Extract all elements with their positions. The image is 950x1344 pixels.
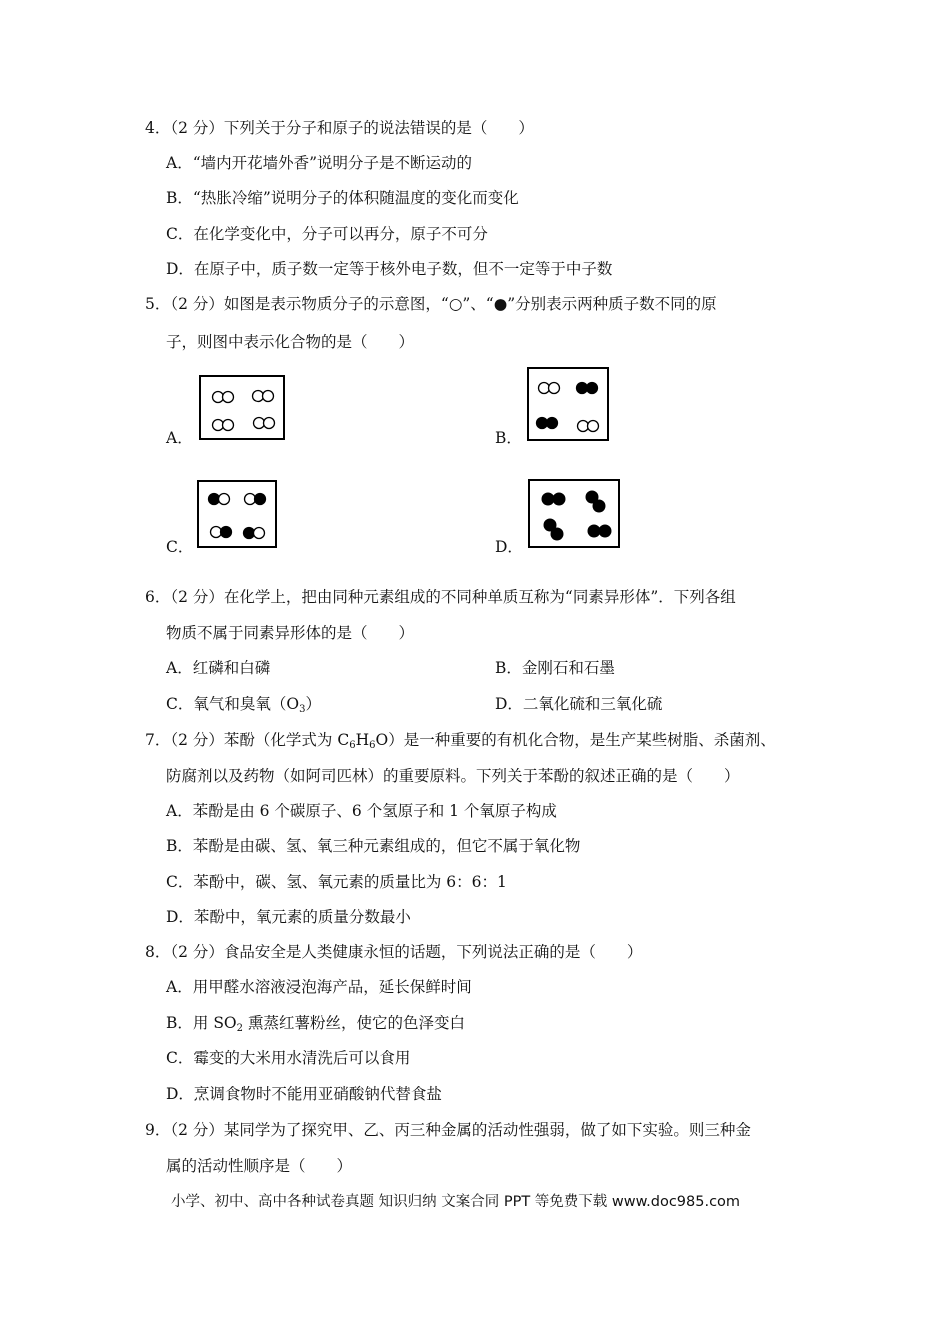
q4-option-c: C．在化学变化中，分子可以再分，原子不可分	[166, 225, 488, 243]
q7-stem-rest: O）是一种重要的有机化合物，是生产某些树脂、杀菌剂、	[375, 731, 776, 749]
q5-stem-line2: 子，则图中表示化合物的是（ ）	[166, 333, 415, 351]
q7-stem-line1	[145, 730, 776, 750]
q9-stem-line1: 9．（2 分）某同学为了探究甲、乙、丙三种金属的活动性强弱，做了如下实验。则三种金	[145, 1121, 751, 1139]
q6-option-b: B．金刚石和石墨	[495, 659, 615, 677]
q5-label-d: D．	[495, 538, 523, 556]
q7-option-a: A．苯酚是由 6 个碳原子、6 个氢原子和 1 个氧原子构成	[166, 802, 557, 820]
q4-option-a: A．“墙内开花墙外香”说明分子是不断运动的	[166, 154, 473, 172]
q6-option-c-text: C．氧气和臭氧（O	[166, 695, 300, 713]
q5-label-c: C．	[166, 538, 194, 556]
q6-stem-line2: 物质不属于同素异形体的是（ ）	[166, 624, 415, 642]
page-footer: 小学、初中、高中各种试卷真题 知识归纳 文案合同 PPT 等免费下载 www.doc985.com	[171, 1194, 741, 1210]
subscript: 6	[349, 740, 356, 751]
q5-stem-line1: 5．（2 分）如图是表示物质分子的示意图，“○”、“●”分别表示两种质子数不同的原	[145, 295, 717, 313]
q8-stem: 8．（2 分）食品安全是人类健康永恒的话题，下列说法正确的是（ ）	[145, 943, 643, 961]
q5-label-a: A．	[166, 429, 193, 447]
molecule-diagram-a	[199, 375, 285, 440]
q7-option-c: C．苯酚中，碳、氢、氧元素的质量比为 6：6：1	[166, 873, 507, 891]
q4-option-d: D．在原子中，质子数一定等于核外电子数，但不一定等于中子数	[166, 260, 613, 278]
q7-option-b: B．苯酚是由碳、氢、氧三种元素组成的，但它不属于氧化物	[166, 837, 581, 855]
subscript: 6	[369, 740, 376, 751]
q8-option-b	[166, 1013, 465, 1033]
molecule-diagram-c	[197, 480, 277, 548]
q6-stem-line1: 6．（2 分）在化学上，把由同种元素组成的不同种单质互称为“同素异形体”．下列各组	[145, 588, 736, 606]
molecule-diagram-d	[528, 479, 620, 548]
q7-stem-text: 7．（2 分）苯酚（化学式为 C	[145, 731, 350, 749]
q8-option-c: C．霉变的大米用水清洗后可以食用	[166, 1049, 411, 1067]
q6-option-a: A．红磷和白磷	[166, 659, 271, 677]
subscript: 2	[236, 1023, 244, 1034]
q4-option-b: B．“热胀冷缩”说明分子的体积随温度的变化而变化	[166, 189, 519, 207]
q9-stem-line2: 属的活动性顺序是（ ）	[166, 1157, 353, 1175]
molecule-diagram-b	[527, 367, 609, 441]
q4-stem: 4．（2 分）下列关于分子和原子的说法错误的是（ ）	[145, 119, 534, 137]
q7-stem-line2: 防腐剂以及药物（如阿司匹林）的重要原料。下列关于苯酚的叙述正确的是（ ）	[166, 767, 740, 785]
q8-option-d: D．烹调食物时不能用亚硝酸钠代替食盐	[166, 1085, 442, 1103]
q6-option-d: D．二氧化硫和三氧化硫	[495, 695, 663, 713]
q7-option-d: D．苯酚中，氧元素的质量分数最小	[166, 908, 411, 926]
subscript: 3	[299, 704, 306, 715]
q8-option-b-text: B．用 SO	[166, 1014, 237, 1032]
q6-option-c	[166, 694, 321, 714]
q6-option-c-close: ）	[305, 695, 321, 713]
q7-formula-h: H	[355, 731, 370, 749]
q8-option-b-rest: 熏蒸红薯粉丝，使它的色泽变白	[243, 1014, 465, 1032]
q5-label-b: B．	[495, 429, 522, 447]
q8-option-a: A．用甲醛水溶液浸泡海产品，延长保鲜时间	[166, 978, 472, 996]
